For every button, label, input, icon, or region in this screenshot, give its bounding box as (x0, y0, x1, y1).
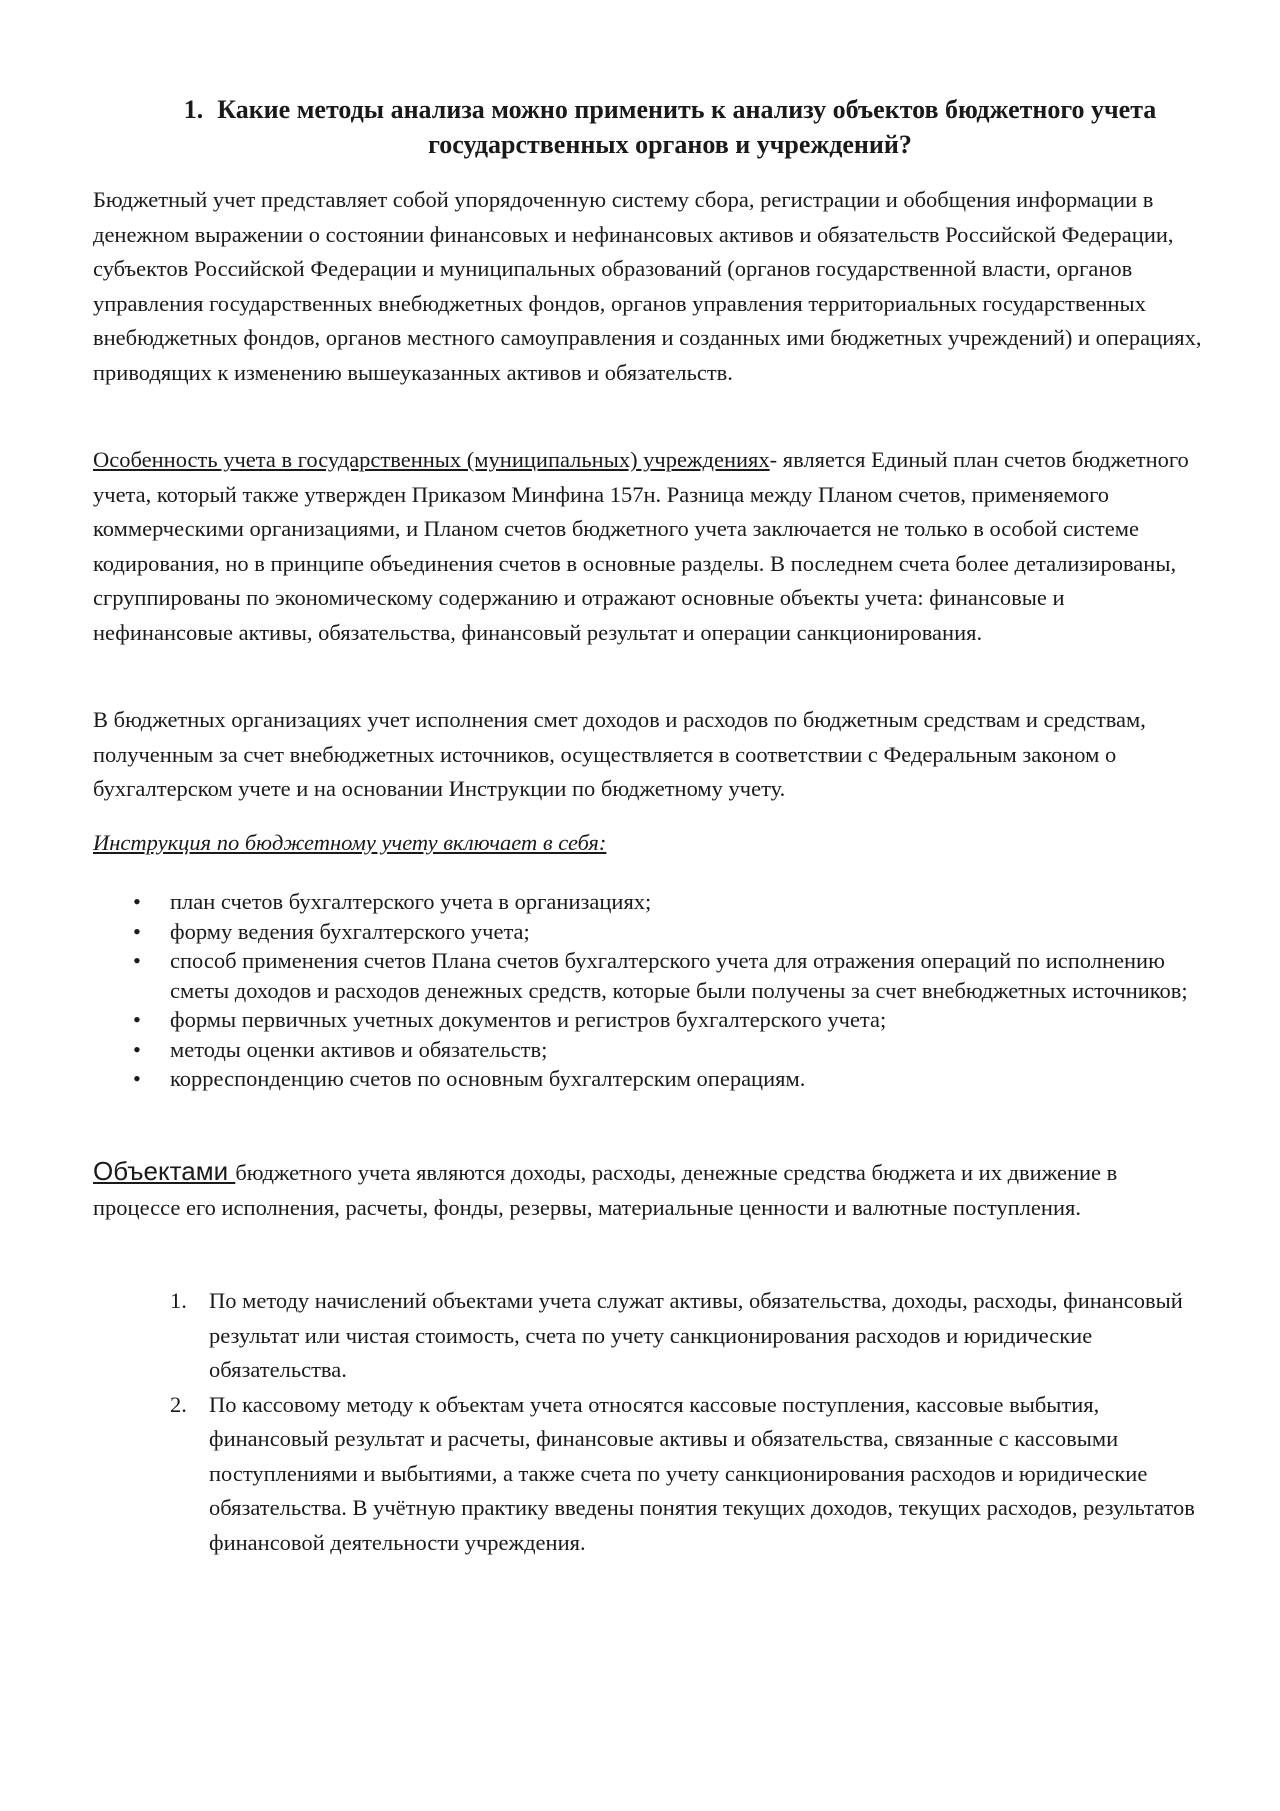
list-item: • формы первичных учетных документов и регистров бухгалтерского учета; (93, 1005, 1203, 1035)
list-number: 1. (170, 1288, 187, 1313)
title-text: Какие методы анализа можно применить к анализу объектов бюджетного учета государственных органов и учреждений? (217, 95, 1157, 159)
list-item: • форму ведения бухгалтерского учета; (93, 917, 1203, 947)
bullet-icon: • (133, 889, 141, 914)
bullet-icon: • (133, 1036, 141, 1062)
objects-text: бюджетного учета являются доходы, расходы, денежные средства бюджета и их движение в процессе его исполнения, расчеты, фонды, резервы, материальные ценности и валютные поступления. (93, 1160, 1118, 1220)
paragraph-objects (93, 1154, 1203, 1225)
list-item: • план счетов бухгалтерского учета в организациях; (93, 887, 1203, 917)
objects-lead-word: Объектами (93, 1156, 236, 1186)
list-number: 2. (170, 1391, 187, 1417)
feature-underlined-lead: Особенность учета в государственных (муниципальных) учреждениях (93, 447, 770, 472)
bullet-icon: • (133, 918, 141, 944)
list-item: 1. По методу начислений объектами учета служат активы, обязательства, доходы, расходы, финансовый результат или чистая стоимость, счета по учету санкционирования расходов и юридические обязательства. (93, 1284, 1203, 1388)
feature-text: - является Единый план счетов бюджетного учета, который также утвержден Приказом Минфина 157н. Разница между Планом счетов, применяемого коммерческими организациями, и Планом счетов бюджетного учета заключается не только в особой системе кодирования, но в принципе объединения счетов в основные разделы. В последнем счета более детализированы, сгруппированы по экономическому содержанию и отражают основные объекты учета: финансовые и нефинансовые активы, обязательства, финансовый результат и операции санкционирования. (93, 447, 1189, 645)
document-title (130, 92, 1210, 162)
instruction-bullet-list (93, 887, 1203, 1094)
paragraph-feature (93, 443, 1203, 650)
methods-numbered-list (93, 1284, 1203, 1560)
paragraph-definition: Бюджетный учет представляет собой упорядоченную систему сбора, регистрации и обобщения информации в денежном выражении о состоянии финансовых и нефинансовых активов и обязательств Российской Федерации, субъектов Российской Федерации и муниципальных образований (органов государственной власти, органов управления государственных внебюджетных фондов, органов управления территориальных государственных внебюджетных фондов, органов местного самоуправления и созданных ими бюджетных учреждений) и операциях, приводящих к изменению вышеуказанных активов и обязательств. (93, 187, 1202, 385)
list-item: 2. По кассовому методу к объектам учета относятся кассовые поступления, кассовые выбытия, финансовый результат и расчеты, финансовые активы и обязательства, связанные с кассовыми поступлениями и выбытиями, а также счета по учету санкционирования расходов и юридические обязательства. В учётную практику введены понятия текущих доходов, текущих расходов, результатов финансовой деятельности учреждения. (93, 1388, 1203, 1561)
title-number: 1. (183, 95, 204, 124)
list-item: • корреспонденцию счетов по основным бухгалтерским операциям. (93, 1064, 1203, 1094)
list-item: • методы оценки активов и обязательств; (93, 1035, 1203, 1065)
instruction-heading: Инструкция по бюджетному учету включает в себя: (93, 830, 607, 855)
list-item: • способ применения счетов Плана счетов бухгалтерского учета для отражения операций по исполнению сметы доходов и расходов денежных средств, которые были получены за счет внебюджетных источников; (133, 948, 1188, 1003)
bullet-icon: • (133, 1066, 141, 1091)
bullet-icon: • (133, 1007, 141, 1032)
paragraph-execution: В бюджетных организациях учет исполнения смет доходов и расходов по бюджетным средствам и средствам, полученным за счет внебюджетных источников, осуществляется в соответствии с Федеральным законом о бухгалтерском учете и на основании Инструкции по бюджетному учету. (93, 707, 1146, 801)
bullet-icon: • (133, 948, 141, 973)
